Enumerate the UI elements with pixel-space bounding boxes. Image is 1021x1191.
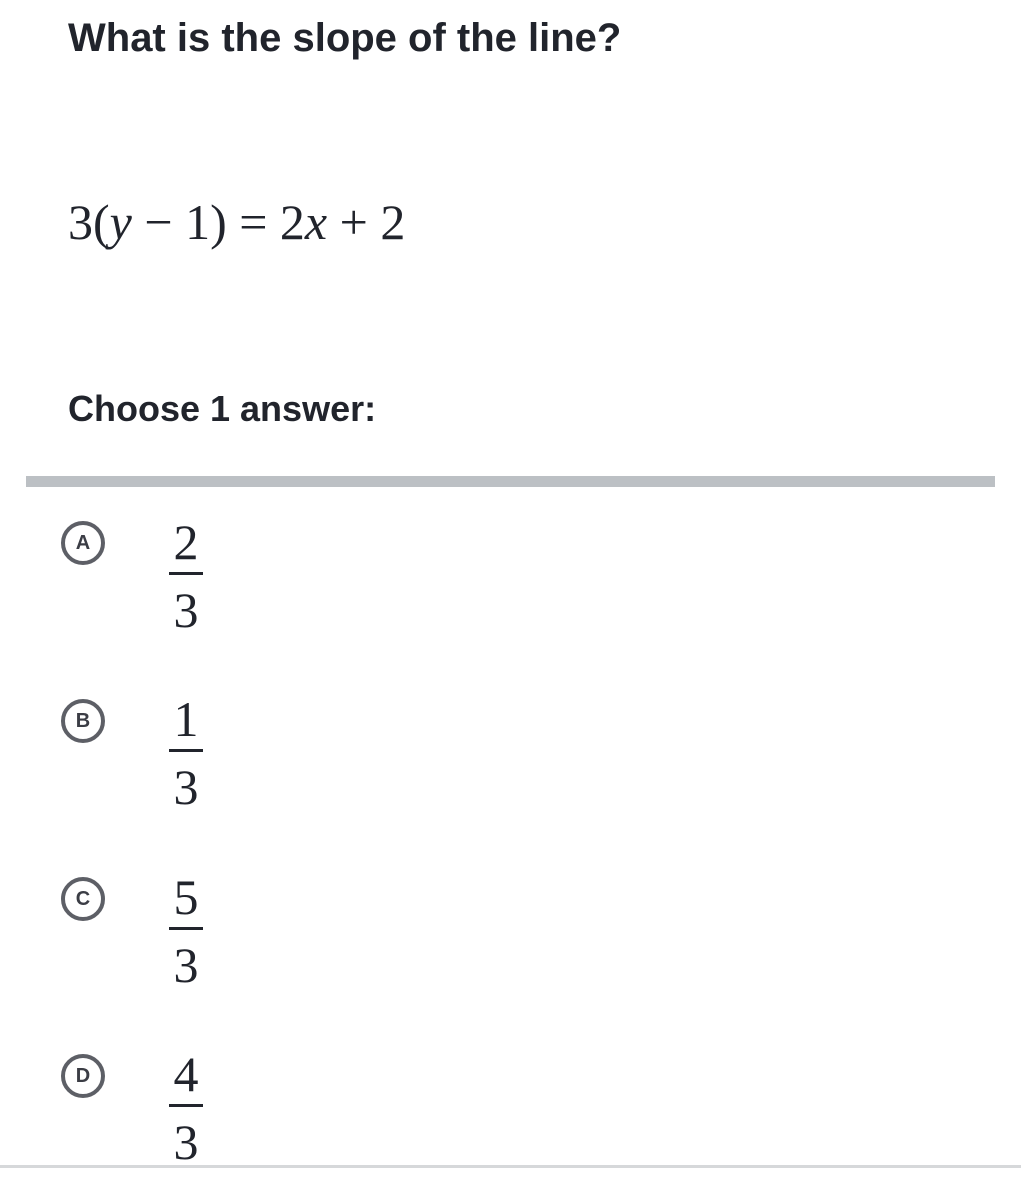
choice-a-numerator: 2 — [173, 514, 199, 570]
choice-d-fraction-bar — [169, 1104, 203, 1107]
choice-c-fraction-bar — [169, 927, 203, 930]
choice-d-letter-badge[interactable]: D — [61, 1054, 105, 1098]
choice-a-fraction-bar — [169, 572, 203, 575]
choice-b[interactable] — [0, 682, 1021, 832]
answers-divider-bottom — [0, 1165, 1021, 1168]
choice-c-letter-badge[interactable]: C — [61, 877, 105, 921]
equation-one: 1 — [185, 194, 211, 250]
choice-d-numerator: 4 — [173, 1046, 199, 1102]
choice-a-denominator: 3 — [173, 582, 199, 638]
choice-a[interactable] — [0, 505, 1021, 655]
choice-c-numerator: 5 — [173, 869, 199, 925]
equation-plus: + — [339, 194, 368, 250]
choice-c-fraction — [160, 869, 212, 993]
choose-answer-label: Choose 1 answer: — [68, 388, 377, 429]
choice-b-letter-badge[interactable]: B — [61, 699, 105, 743]
choice-a-letter-badge[interactable]: A — [61, 521, 105, 565]
equation-equals: = — [239, 194, 268, 250]
equation — [68, 190, 405, 254]
choice-c[interactable] — [0, 860, 1021, 1010]
equation-minus: − — [144, 194, 173, 250]
choice-d-fraction — [160, 1046, 212, 1165]
equation-variable-y: y — [109, 194, 132, 250]
choice-b-fraction-bar — [169, 749, 203, 752]
equation-constant: 2 — [380, 194, 406, 250]
choice-b-numerator: 1 — [173, 691, 199, 747]
choice-b-fraction — [160, 691, 212, 815]
choice-d[interactable] — [0, 1037, 1021, 1165]
equation-right-coefficient: 2 — [279, 194, 305, 250]
question-title: What is the slope of the line? — [68, 16, 622, 60]
answers-divider-top — [26, 476, 995, 487]
equation-variable-x: x — [304, 194, 328, 250]
choice-a-fraction — [160, 514, 212, 638]
equation-open-paren: ( — [93, 194, 110, 250]
choice-b-denominator: 3 — [173, 759, 199, 815]
equation-close-paren: ) — [210, 194, 227, 250]
equation-coefficient: 3 — [68, 194, 93, 250]
choice-c-denominator: 3 — [173, 937, 199, 993]
choice-d-denominator: 3 — [173, 1114, 199, 1165]
